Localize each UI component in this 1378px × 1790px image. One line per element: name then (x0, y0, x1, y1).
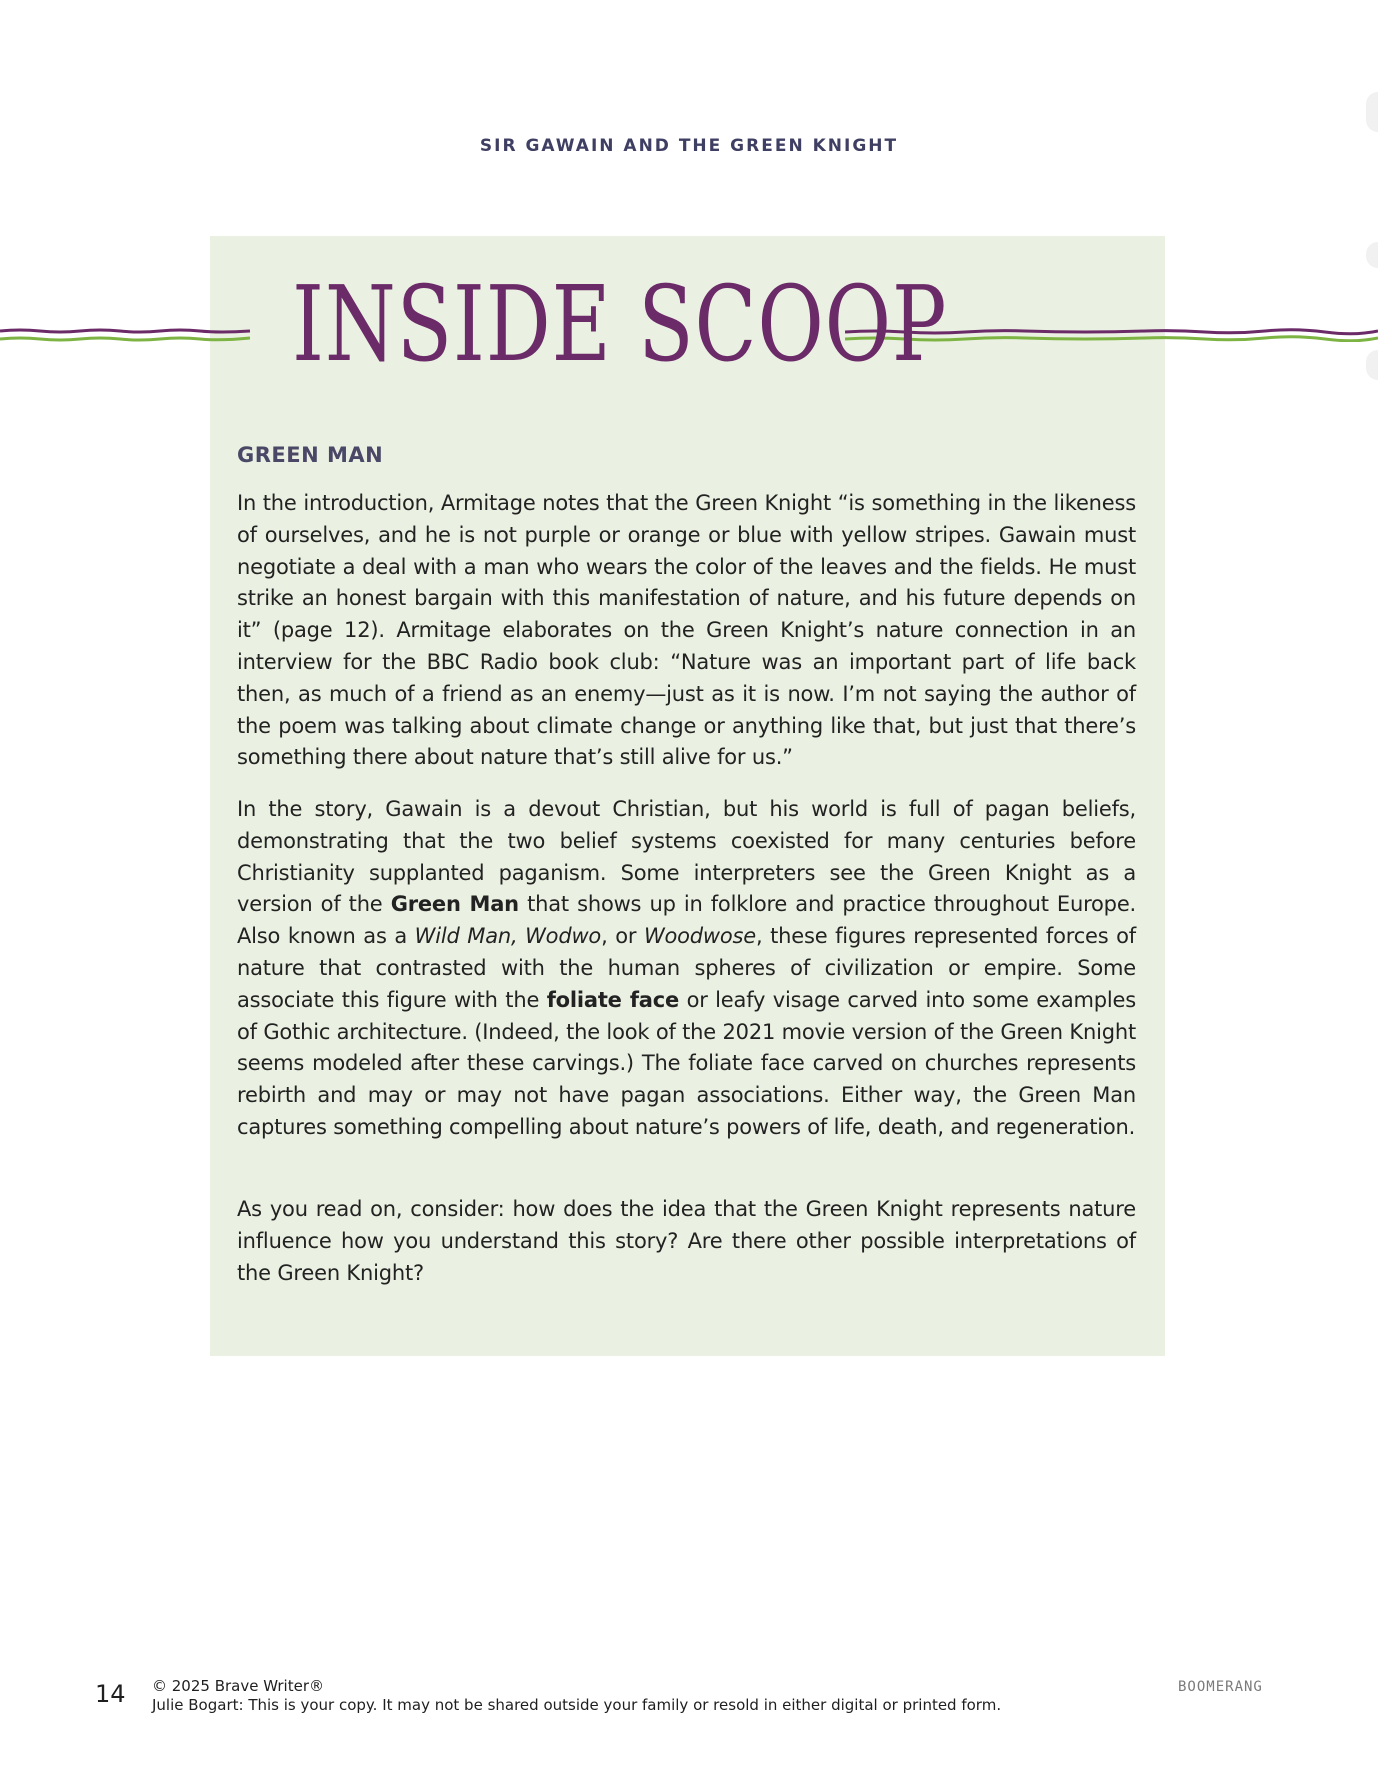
license-line: Julie Bogart: This is your copy. It may not be shared outside your family or resold in either digital or printed form. (152, 1696, 1002, 1714)
term-green-man: Green Man (390, 892, 519, 917)
term-wild-man-wodwo: Wild Man, Wodwo (414, 924, 602, 949)
brand-logo: BOOMERANG (1178, 1679, 1263, 1695)
section-heading: GREEN MAN (237, 443, 384, 467)
paragraph-2-text: , these figures represented forces of nature that contrasted with the human spheres of civilization or empire. Some associate this figure with the (237, 924, 1136, 1012)
term-foliate-face: foliate face (546, 987, 680, 1012)
edge-decoration (1366, 350, 1378, 380)
edge-decoration (1366, 242, 1378, 268)
footer-copyright (152, 1677, 1001, 1715)
body-paragraph-1: In the introduction, Armitage notes that the Green Knight “is something in the likeness of ourselves, and he is not purple or orange or blue with yellow stripes. Gawain must negotiate a deal with a man who wears the color of the leaves and the fields. He must strike an honest bargain with this manifestation of nature, and his future depends on it” (page 12). Armitage elaborates on the Green Knight’s nature connection in an interview for the BBC Radio book club: “Nature was an important part of life back then, as much of a friend as an enemy—just as it is now. I’m not saying the author of the poem was talking about climate change or anything like that, but just that there’s something there about nature that’s still alive for us.” (237, 491, 1136, 770)
paragraph-2-text: In the story, Gawain is a devout Christian, but his world is full of pagan beliefs, demonstrating that the two belief systems coexisted for many centuries before Christianity supplanted paganism. Some interpreters see the Green Knight as a version of the (237, 797, 1136, 917)
paragraph-2-text: , or (601, 924, 644, 949)
body-paragraph-2 (237, 794, 1136, 1144)
body-paragraph-3: As you read on, consider: how does the idea that the Green Knight represents nature influence how you understand this story? Are there other possible interpretations of the Green Knight? (237, 1197, 1136, 1285)
paragraph-2-text: that shows up in folklore and practice throughout Europe. Also known as a (237, 892, 1137, 949)
paragraph-2-text: or leafy visage carved into some examples of Gothic architecture. (Indeed, the look of the 2021 movie version of the Green Knight seems modeled after these carvings.) The foliate face carved on churches represents rebirth and may or may not have pagan associations. Either way, the Green Man captures something compelling about nature’s powers of life, death, and regeneration. (237, 987, 1137, 1139)
page-number: 14 (95, 1680, 126, 1708)
box-title: INSIDE SCOOP (292, 263, 948, 385)
decorative-line-left (0, 328, 250, 342)
term-woodwose: Woodwose (643, 924, 757, 949)
running-head: SIR GAWAIN AND THE GREEN KNIGHT (479, 136, 899, 156)
edge-decoration (1366, 92, 1378, 132)
copyright-line: © 2025 Brave Writer® (152, 1677, 325, 1695)
